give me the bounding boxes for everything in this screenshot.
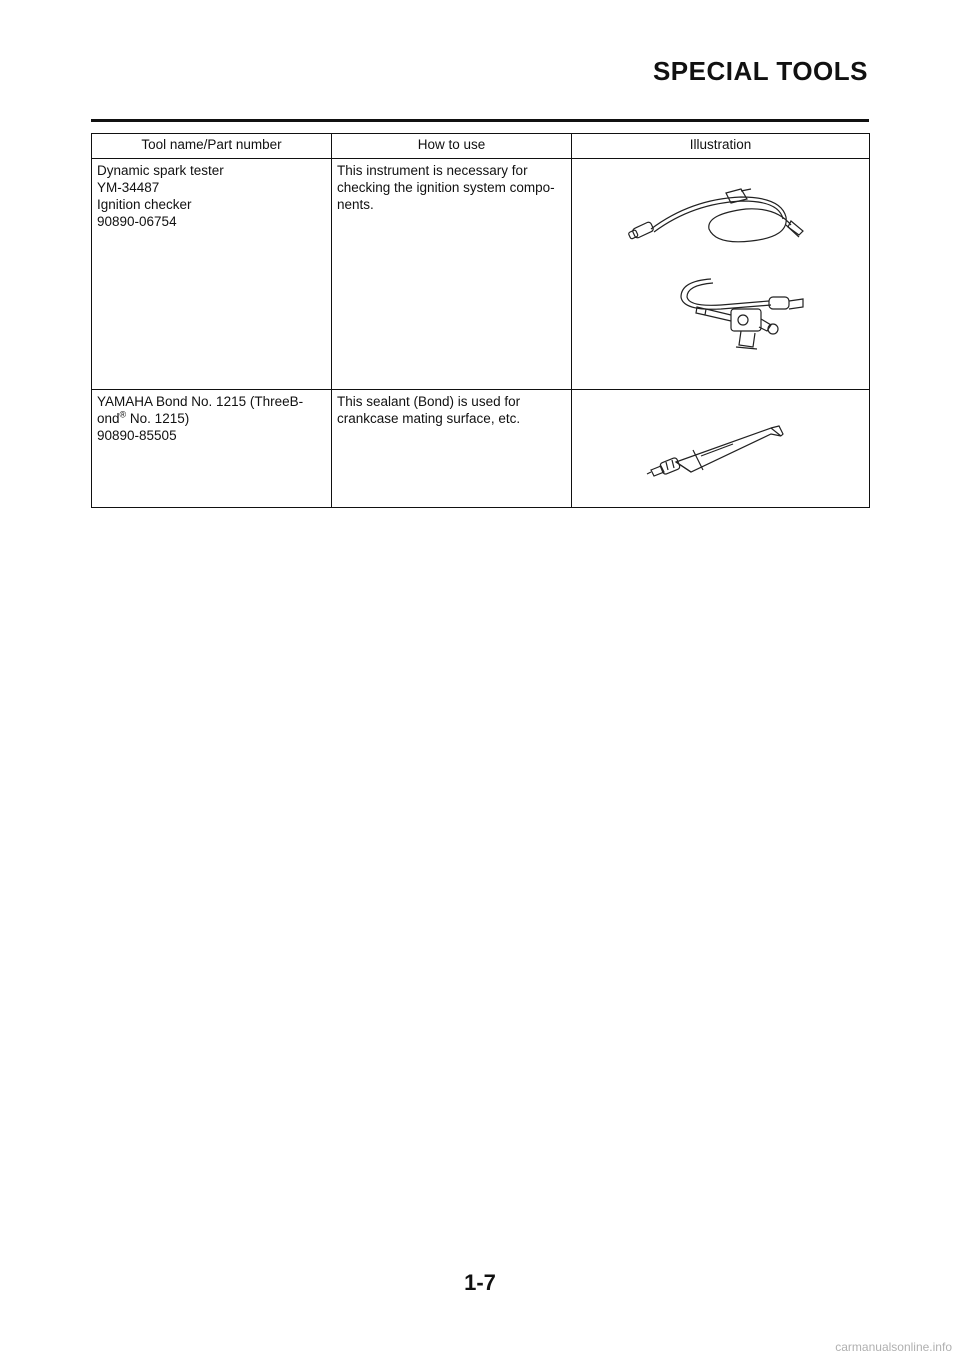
column-header-illustration: Illustration: [572, 134, 870, 159]
page-title: SPECIAL TOOLS: [652, 56, 868, 86]
page-number: 1-7: [464, 1270, 496, 1295]
tool-part-number: 90890-06754: [97, 214, 177, 229]
tool-name-cell: [92, 390, 332, 508]
usage-text-line: This sealant (Bond) is used for: [337, 394, 521, 409]
column-header-how-to-use: How to use: [332, 134, 572, 159]
watermark: carmanualsonline.info: [835, 1340, 952, 1354]
illustration-cell: [572, 159, 870, 390]
usage-text-line: crankcase mating surface, etc.: [337, 411, 521, 426]
spark-tester-illustration-icon: [621, 159, 821, 359]
tool-name-line: YAMAHA Bond No. 1215 (ThreeB-: [97, 394, 304, 409]
table-header-row: [92, 134, 870, 159]
tool-part-number: YM-34487: [97, 180, 160, 195]
tool-name-fragment: No. 1215): [126, 411, 190, 426]
tool-name-line: [97, 410, 326, 427]
table-row: [92, 159, 870, 390]
sealant-tube-illustration-icon: [621, 390, 821, 500]
registered-mark: ®: [119, 409, 127, 420]
table-row: [92, 390, 870, 508]
tool-name-fragment: ond: [97, 411, 120, 426]
tool-part-number: 90890-85505: [97, 428, 177, 443]
illustration-cell: [572, 390, 870, 508]
title-rule: [91, 119, 869, 122]
column-header-tool-name: Tool name/Part number: [92, 134, 332, 159]
usage-text-line: checking the ignition system compo-: [337, 180, 555, 195]
special-tools-table: [91, 133, 870, 508]
tool-name-line: Ignition checker: [97, 197, 192, 212]
how-to-use-cell: [332, 159, 572, 390]
tool-name-line: Dynamic spark tester: [97, 163, 224, 178]
usage-text-line: nents.: [337, 197, 374, 212]
tool-name-cell: [92, 159, 332, 390]
usage-text-line: This instrument is necessary for: [337, 163, 528, 178]
how-to-use-cell: [332, 390, 572, 508]
